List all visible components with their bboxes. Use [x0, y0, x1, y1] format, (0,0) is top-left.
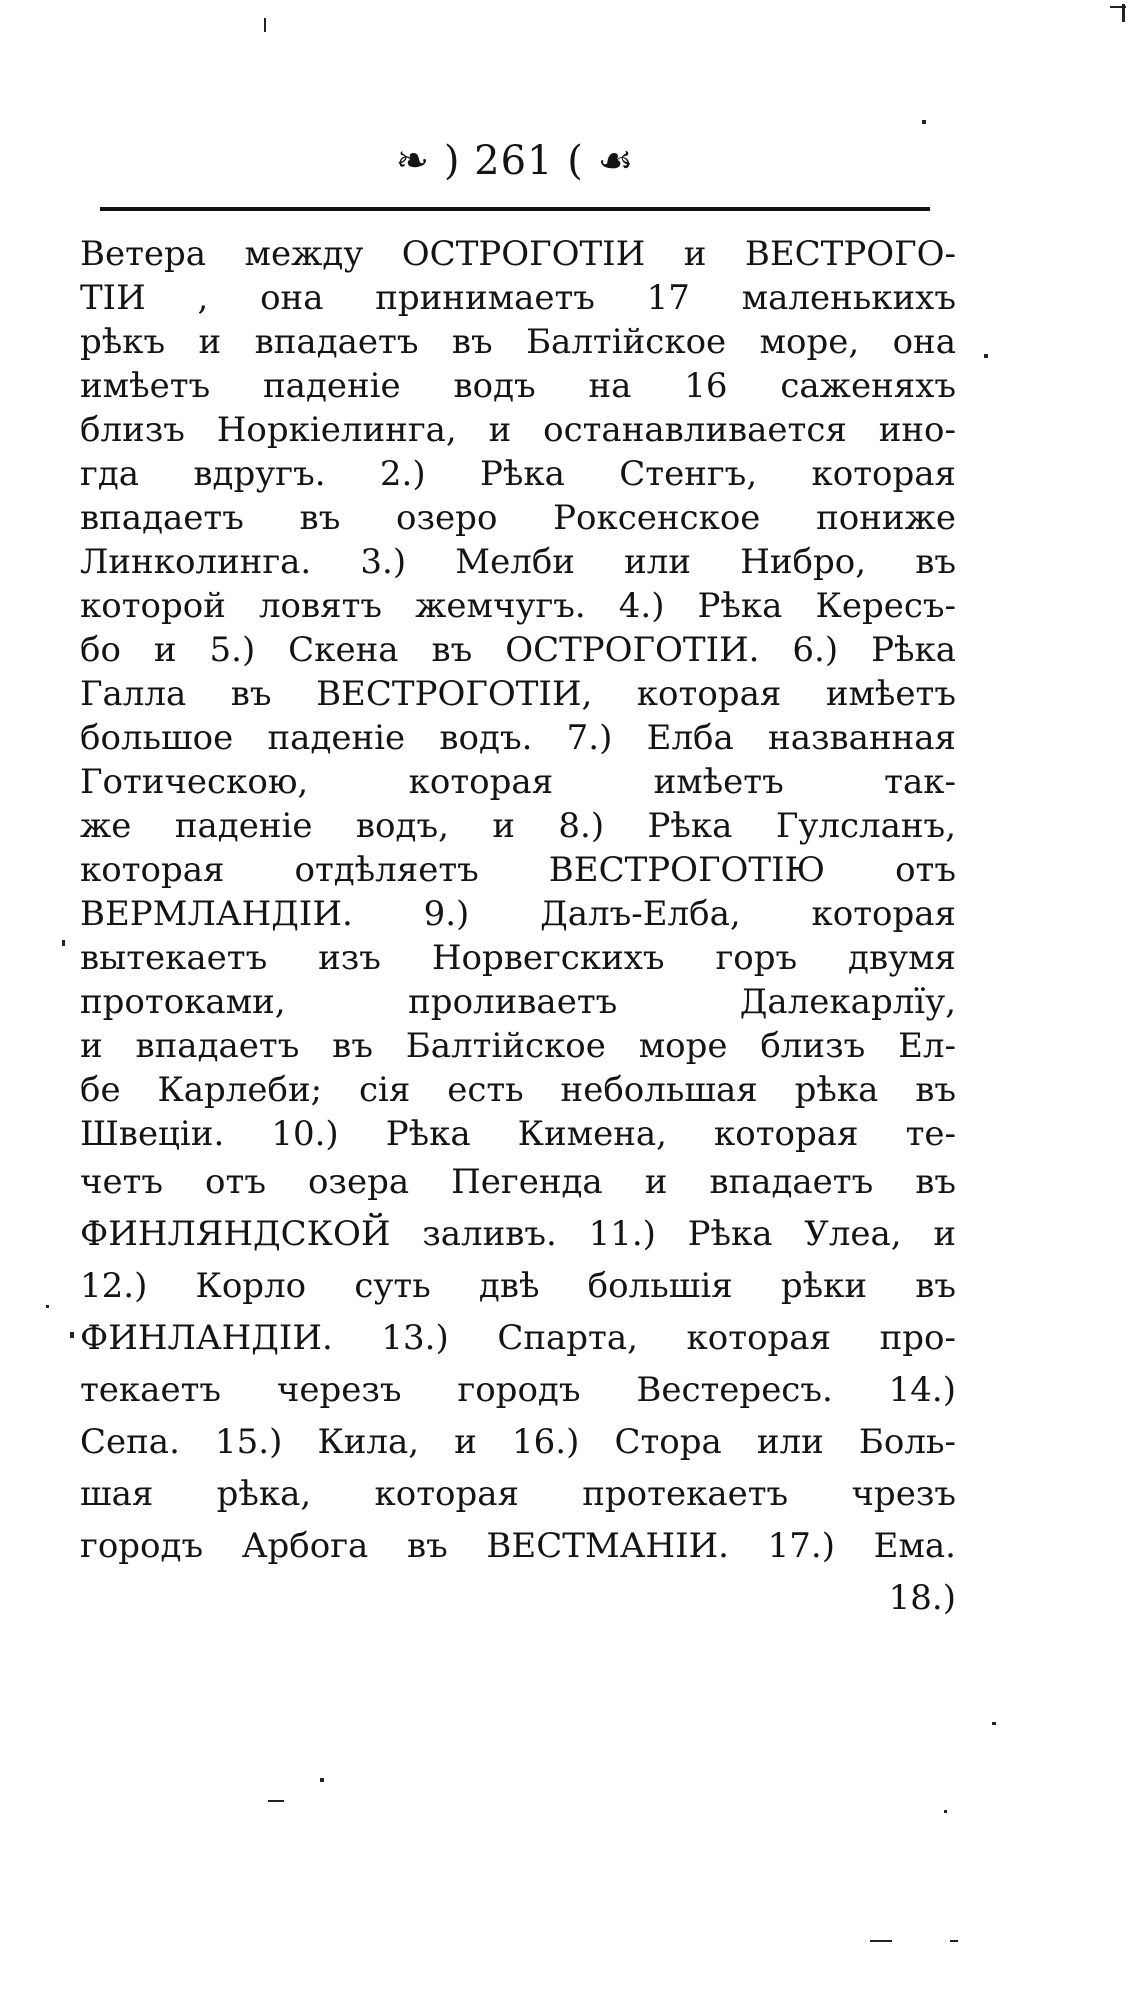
- scan-speck: [268, 1800, 284, 1802]
- text-line: же паденіе водъ, и 8.) Рѣка Гулсланъ,: [80, 806, 956, 846]
- scan-speck: [870, 1940, 892, 1942]
- text-line: ВЕРМЛАНДІИ. 9.) Далъ-Елба, которая: [80, 894, 956, 934]
- text-line: Готическою, которая имѣетъ так-: [80, 762, 956, 802]
- scan-speck: [264, 18, 266, 32]
- scan-speck: [70, 1332, 74, 1338]
- text-line: 12.) Корло суть двѣ большія рѣки въ: [80, 1266, 956, 1306]
- scan-speck: [944, 1810, 947, 1813]
- text-line: впадаетъ въ озеро Роксенское пониже: [80, 498, 956, 538]
- text-line: близъ Норкіелинга, и останавливается ино-: [80, 410, 956, 450]
- text-line: гда вдругъ. 2.) Рѣка Стенгъ, которая: [80, 454, 956, 494]
- page-body-text: [80, 232, 956, 1624]
- page-header-page-number: ❧ ) 261 ( ☙: [395, 138, 635, 184]
- scan-speck: [46, 1305, 49, 1308]
- text-line: Сепа. 15.) Кила, и 16.) Стора или Боль-: [80, 1422, 956, 1462]
- text-line: Галла въ ВЕСТРОГОТІИ, которая имѣетъ: [80, 674, 956, 714]
- text-line: Швеціи. 10.) Рѣка Кимена, которая те-: [80, 1114, 956, 1154]
- text-line: ФИНЛЯНДСКОЙ заливъ. 11.) Рѣка Улеа, и: [80, 1214, 956, 1254]
- scan-speck: [62, 940, 65, 946]
- text-line: шая рѣка, которая протекаетъ чрезъ: [80, 1474, 956, 1514]
- catchword-line: 18.): [888, 1578, 956, 1618]
- text-line: имѣетъ паденіе водъ на 16 саженяхъ: [80, 366, 956, 406]
- text-line: текаетъ черезъ городъ Вестересъ. 14.): [80, 1370, 956, 1410]
- text-line: рѣкъ и впадаетъ въ Балтійское море, она: [80, 322, 956, 362]
- scan-speck: [992, 1722, 996, 1725]
- text-line: ФИНЛАНДІИ. 13.) Спарта, которая про-: [80, 1318, 956, 1358]
- text-line: четъ отъ озера Пегенда и впадаетъ въ: [80, 1162, 956, 1202]
- scan-speck: [922, 120, 926, 124]
- text-line: и впадаетъ въ Балтійское море близъ Ел-: [80, 1026, 956, 1066]
- text-line: городъ Арбога въ ВЕСТМАНІИ. 17.) Ема.: [80, 1526, 956, 1566]
- text-line: большое паденіе водъ. 7.) Елба названная: [80, 718, 956, 758]
- scan-speck: [1110, 6, 1126, 8]
- text-line: вытекаетъ изъ Норвегскихъ горъ двумя: [80, 938, 956, 978]
- text-line: бо и 5.) Скена въ ОСТРОГОТІИ. 6.) Рѣка: [80, 630, 956, 670]
- header-rule-divider: [100, 207, 930, 211]
- text-line: Линколинга. 3.) Мелби или Нибро, въ: [80, 542, 956, 582]
- scan-speck: [950, 1940, 958, 1942]
- text-line: Ветера между ОСТРОГОТІИ и ВЕСТРОГО-: [80, 234, 956, 274]
- text-line: которой ловятъ жемчугъ. 4.) Рѣка Кересъ-: [80, 586, 956, 626]
- text-line: протоками, проливаетъ Далекарлїу,: [80, 982, 956, 1022]
- text-line: которая отдѣляетъ ВЕСТРОГОТІЮ отъ: [80, 850, 956, 890]
- scan-speck: [320, 1778, 324, 1782]
- text-line: бе Карлеби; сія есть небольшая рѣка въ: [80, 1070, 956, 1110]
- text-line: ТІИ , она принимаетъ 17 маленькихъ: [80, 278, 956, 318]
- scan-speck: [984, 354, 988, 358]
